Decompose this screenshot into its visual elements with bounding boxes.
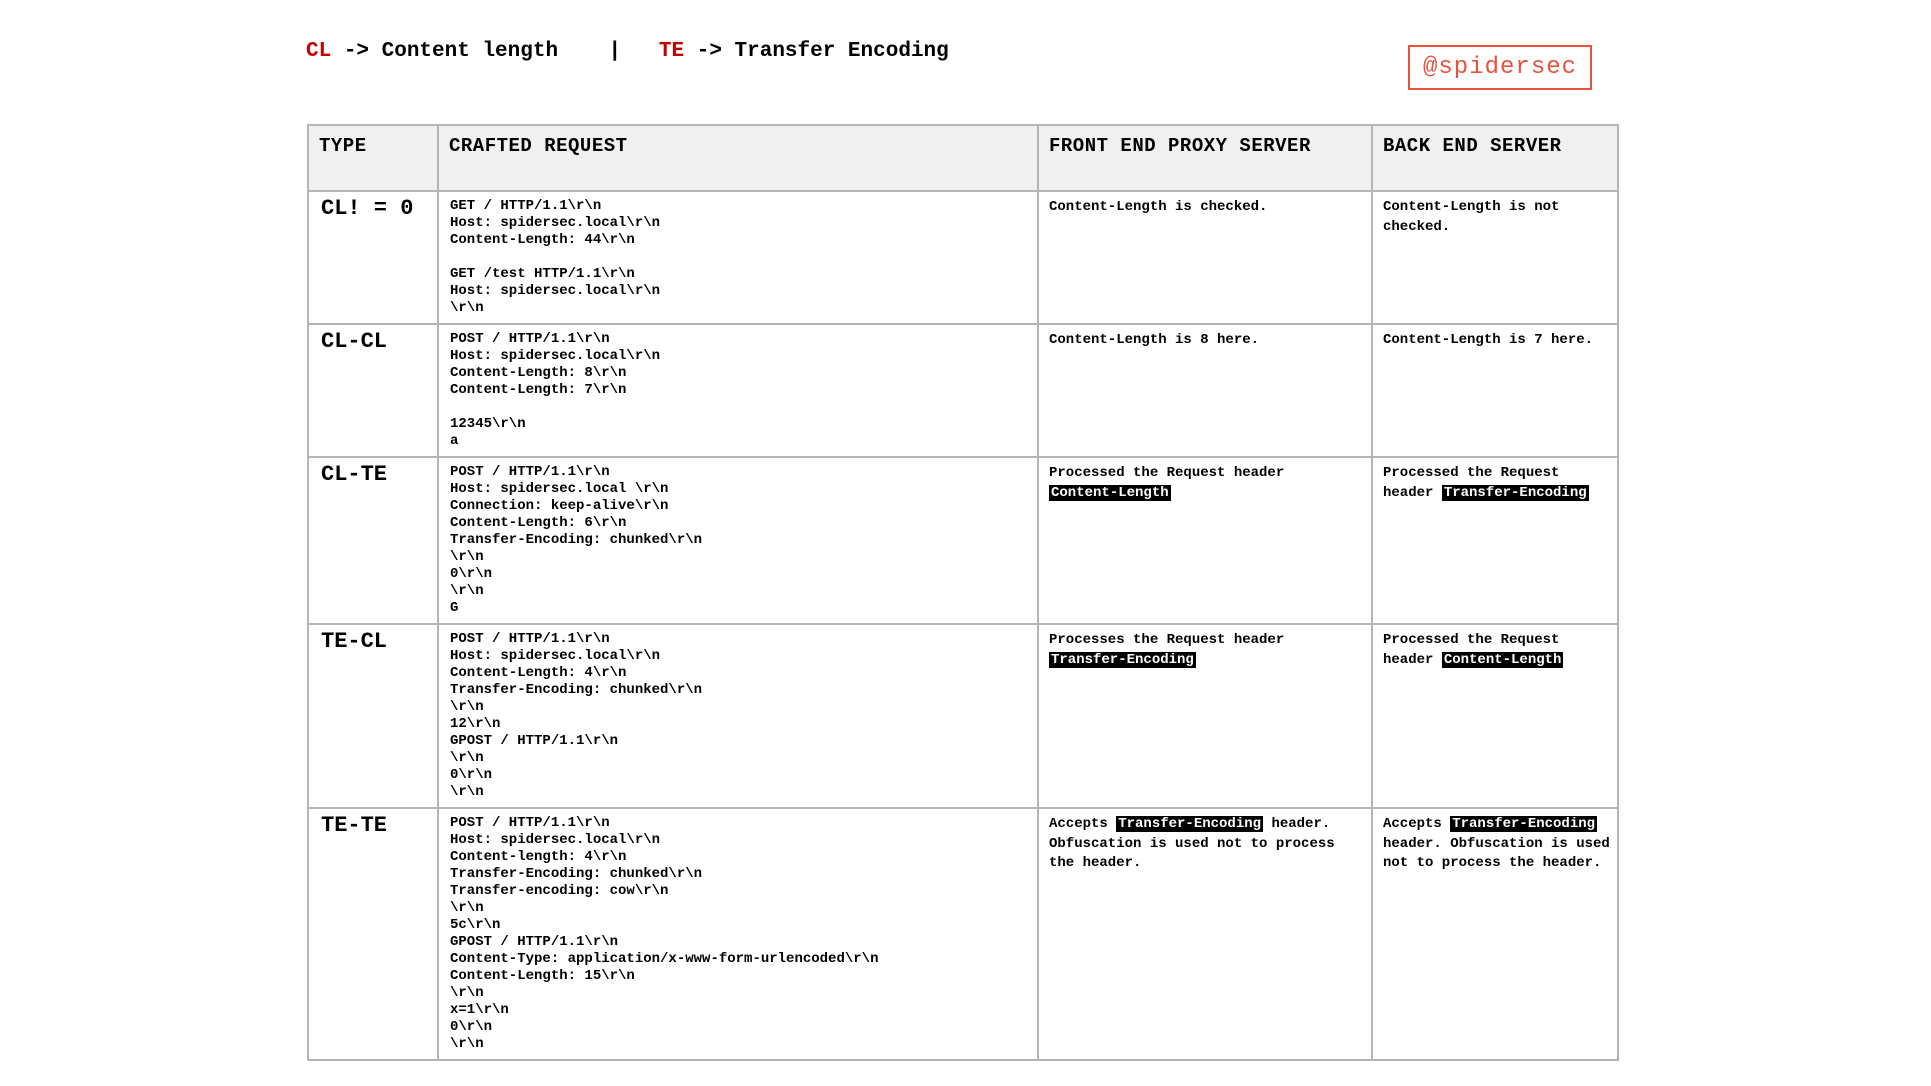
description-line xyxy=(1049,631,1363,651)
description-line xyxy=(1049,815,1363,835)
request-line: \r\n xyxy=(450,784,484,800)
request-line: \r\n xyxy=(450,900,484,916)
col-header-back-end-server: BACK END SERVER xyxy=(1372,125,1618,191)
request-line: G xyxy=(450,600,459,616)
description-line xyxy=(1383,218,1609,238)
table-row xyxy=(308,808,1618,1060)
description-text: Processed the Request xyxy=(1383,465,1560,481)
request-line: \r\n xyxy=(450,583,484,599)
row-type-label: TE-CL xyxy=(308,624,438,808)
crafted-request xyxy=(438,324,1038,457)
description-text: header. xyxy=(1263,816,1331,832)
row-type-label: TE-TE xyxy=(308,808,438,1060)
table-row xyxy=(308,457,1618,624)
description-line xyxy=(1383,835,1609,855)
request-line: Content-Type: application/x-www-form-urlencoded\r\n xyxy=(450,951,879,967)
front-end-behavior xyxy=(1038,457,1372,624)
table-body xyxy=(308,191,1618,1060)
description-text: Processes the Request header xyxy=(1049,632,1285,648)
description-text: Accepts xyxy=(1383,816,1451,832)
highlighted-header-name: Transfer-Encoding xyxy=(1118,816,1262,832)
highlighted-header-name: Transfer-Encoding xyxy=(1443,484,1587,501)
request-line: \r\n xyxy=(450,1036,484,1052)
description-line xyxy=(1383,198,1609,218)
legend-text: -> Transfer Encoding xyxy=(684,40,949,63)
front-end-behavior xyxy=(1038,191,1372,324)
request-line: 5c\r\n xyxy=(450,917,501,933)
request-line: Host: spidersec.local\r\n xyxy=(450,832,661,848)
request-line: Host: spidersec.local\r\n xyxy=(450,648,661,664)
request-line: POST / HTTP/1.1\r\n xyxy=(450,331,610,347)
request-line: Host: spidersec.local\r\n xyxy=(450,283,661,299)
description-text: not to process the header. xyxy=(1383,855,1602,871)
table-row xyxy=(308,624,1618,808)
request-line: 12345\r\n xyxy=(450,416,526,432)
crafted-request xyxy=(438,808,1038,1060)
description-line xyxy=(1383,484,1609,504)
description-line xyxy=(1049,198,1363,218)
description-text: checked. xyxy=(1383,218,1451,235)
description-text: Content-Length is not xyxy=(1383,199,1560,215)
back-end-behavior xyxy=(1372,191,1618,324)
request-line: Connection: keep-alive\r\n xyxy=(450,498,669,514)
request-line: a xyxy=(450,433,459,449)
description-line xyxy=(1049,651,1363,671)
request-line: Content-Length: 7\r\n xyxy=(450,382,627,398)
request-line: Transfer-encoding: cow\r\n xyxy=(450,883,669,899)
highlighted-header-name: Transfer-Encoding xyxy=(1452,816,1596,832)
description-line xyxy=(1049,331,1363,351)
request-line: 0\r\n xyxy=(450,1019,493,1035)
smuggling-table xyxy=(307,124,1619,1061)
request-line: GET / HTTP/1.1\r\n xyxy=(450,198,602,214)
description-line xyxy=(1383,331,1609,351)
back-end-behavior xyxy=(1372,808,1618,1060)
request-line: 0\r\n xyxy=(450,767,493,783)
description-text: Processed the Request xyxy=(1383,632,1560,648)
legend-abbr: TE xyxy=(658,40,685,63)
col-header-type: TYPE xyxy=(308,125,438,191)
spidersec-badge: @spidersec xyxy=(1408,45,1592,90)
description-text: header. Obfuscation is used xyxy=(1383,835,1610,852)
description-text: Obfuscation is used not to process xyxy=(1049,835,1335,852)
request-line: GET /test HTTP/1.1\r\n xyxy=(450,266,635,282)
row-type-label: CL! = 0 xyxy=(308,191,438,324)
request-line: Content-Length: 8\r\n xyxy=(450,365,627,381)
request-line: Content-Length: 15\r\n xyxy=(450,968,635,984)
description-text: Content-Length is 8 here. xyxy=(1049,332,1260,348)
highlighted-header-name: Content-Length xyxy=(1443,651,1562,668)
description-line xyxy=(1049,484,1363,504)
request-line: Host: spidersec.local\r\n xyxy=(450,215,661,231)
col-header-crafted-request: CRAFTED REQUEST xyxy=(438,125,1038,191)
crafted-request xyxy=(438,191,1038,324)
request-line xyxy=(450,399,1029,416)
description-text: the header. xyxy=(1049,855,1142,871)
request-line: POST / HTTP/1.1\r\n xyxy=(450,464,610,480)
description-text: Content-Length is checked. xyxy=(1049,199,1268,215)
back-end-behavior xyxy=(1372,624,1618,808)
table-row xyxy=(308,324,1618,457)
request-line: POST / HTTP/1.1\r\n xyxy=(450,815,610,831)
description-text: header xyxy=(1383,651,1442,668)
request-line: \r\n xyxy=(450,549,484,565)
request-line: \r\n xyxy=(450,699,484,715)
description-text: header xyxy=(1383,484,1442,501)
table-header-row xyxy=(308,125,1618,191)
legend xyxy=(306,40,949,63)
description-text: Accepts xyxy=(1049,816,1117,832)
description-line xyxy=(1383,815,1609,835)
request-line: \r\n xyxy=(450,750,484,766)
request-line: x=1\r\n xyxy=(450,1002,509,1018)
request-line: \r\n xyxy=(450,985,484,1001)
col-header-front-end-proxy-server: FRONT END PROXY SERVER xyxy=(1038,125,1372,191)
description-text: Content-Length is 7 here. xyxy=(1383,332,1594,348)
description-line xyxy=(1049,464,1363,484)
crafted-request xyxy=(438,624,1038,808)
request-line: Transfer-Encoding: chunked\r\n xyxy=(450,532,703,548)
request-line: POST / HTTP/1.1\r\n xyxy=(450,631,610,647)
request-line: Host: spidersec.local \r\n xyxy=(450,481,669,497)
highlighted-header-name: Content-Length xyxy=(1051,484,1169,501)
front-end-behavior xyxy=(1038,808,1372,1060)
front-end-behavior xyxy=(1038,324,1372,457)
crafted-request xyxy=(438,457,1038,624)
description-text: Processed the Request header xyxy=(1049,465,1285,481)
request-line: Content-Length: 4\r\n xyxy=(450,665,627,681)
legend-abbr: CL xyxy=(306,40,332,63)
table-row xyxy=(308,191,1618,324)
request-line: Content-Length: 6\r\n xyxy=(450,515,627,531)
request-line: 12\r\n xyxy=(450,716,501,732)
request-line: GPOST / HTTP/1.1\r\n xyxy=(450,733,619,749)
description-line xyxy=(1383,651,1609,671)
legend-text: -> Content length xyxy=(331,40,559,63)
description-line xyxy=(1383,631,1609,651)
request-line: Content-Length: 44\r\n xyxy=(450,232,635,248)
request-line: Transfer-Encoding: chunked\r\n xyxy=(450,866,703,882)
request-line: GPOST / HTTP/1.1\r\n xyxy=(450,934,619,950)
request-line xyxy=(450,249,1029,266)
request-line: Host: spidersec.local\r\n xyxy=(450,348,661,364)
request-line: Transfer-Encoding: chunked\r\n xyxy=(450,682,703,698)
description-line xyxy=(1049,835,1363,855)
highlighted-header-name: Transfer-Encoding xyxy=(1051,651,1194,668)
row-type-label: CL-TE xyxy=(308,457,438,624)
back-end-behavior xyxy=(1372,457,1618,624)
description-line xyxy=(1049,854,1363,874)
back-end-behavior xyxy=(1372,324,1618,457)
description-line xyxy=(1383,464,1609,484)
request-line: Content-length: 4\r\n xyxy=(450,849,627,865)
front-end-behavior xyxy=(1038,624,1372,808)
description-line xyxy=(1383,854,1609,874)
request-line: 0\r\n xyxy=(450,566,493,582)
request-line: \r\n xyxy=(450,300,484,316)
legend-text: | xyxy=(558,40,659,63)
row-type-label: CL-CL xyxy=(308,324,438,457)
